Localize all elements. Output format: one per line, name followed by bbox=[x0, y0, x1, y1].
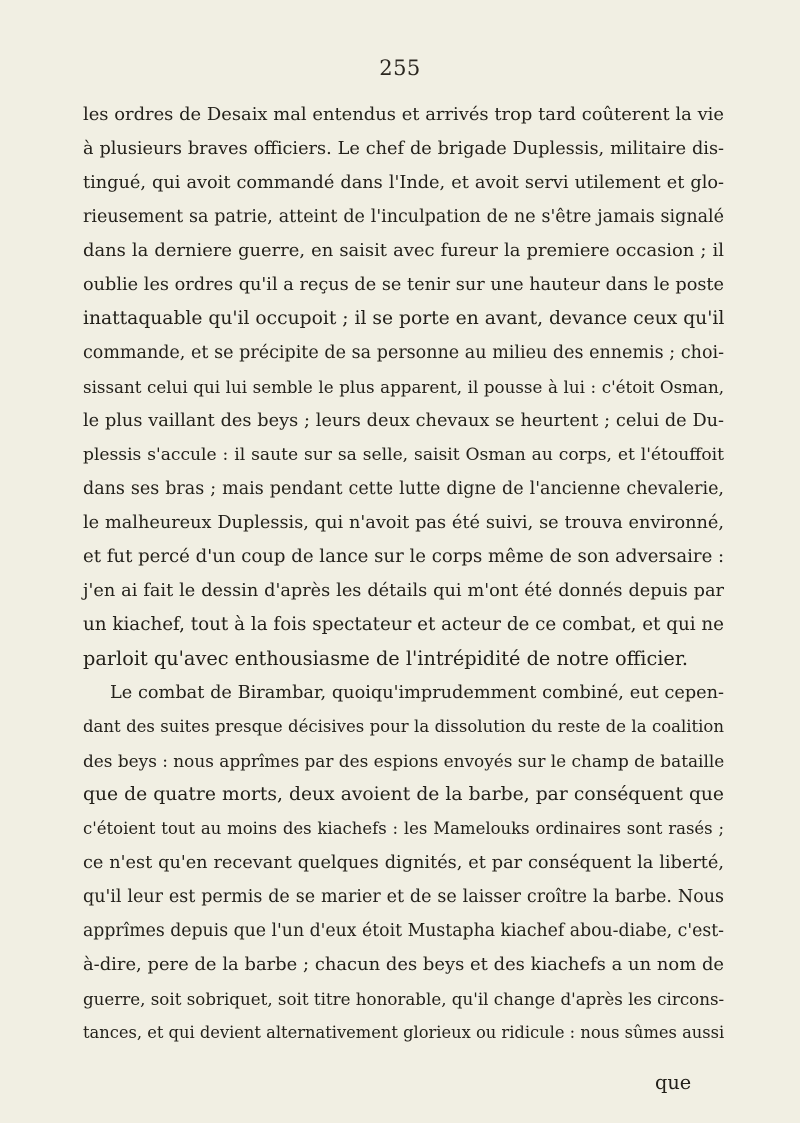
text-line: à plusieurs braves officiers. Le chef de brigade Duplessis, militaire dis- bbox=[83, 139, 724, 159]
text-line: tances, et qui devient alternativement glorieux ou ridicule : nous sûmes aussi bbox=[83, 1023, 725, 1042]
text-line: des beys : nous apprîmes par des espions envoyés sur le champ de bataille bbox=[83, 751, 725, 771]
text-line: dans la derniere guerre, en saisit avec fureur la premiere occasion ; il bbox=[83, 240, 724, 261]
text-line: plessis s'accule : il saute sur sa selle, saisit Osman au corps, et l'étouffoit bbox=[83, 445, 724, 465]
text-line: parloit qu'avec enthousiasme de l'intrépidité de notre officier. bbox=[83, 647, 689, 670]
text-line: guerre, soit sobriquet, soit titre honorable, qu'il change d'après les circons- bbox=[83, 989, 725, 1009]
text-line: ce n'est qu'en recevant quelques dignités, et par conséquent la liberté, bbox=[83, 853, 724, 873]
page-number: 255 bbox=[379, 56, 421, 80]
text-line: oublie les ordres qu'il a reçus de se tenir sur une hauteur dans le poste bbox=[83, 275, 724, 295]
text-line: inattaquable qu'il occupoit ; il se porte en avant, devance ceux qu'il bbox=[83, 308, 725, 329]
catchword: que bbox=[655, 1071, 692, 1094]
text-line: dans ses bras ; mais pendant cette lutte digne de l'ancienne chevalerie, bbox=[83, 479, 724, 499]
text-line: que de quatre morts, deux avoient de la barbe, par conséquent que bbox=[83, 784, 724, 805]
text-line: le malheureux Duplessis, qui n'avoit pas été suivi, se trouva environné, bbox=[83, 513, 724, 533]
text-line: tingué, qui avoit commandé dans l'Inde, et avoit servi utilement et glo- bbox=[83, 173, 724, 193]
text-line: rieusement sa patrie, atteint de l'inculpation de ne s'être jamais signalé bbox=[83, 207, 724, 227]
text-line: dant des suites presque décisives pour la dissolution du reste de la coalition bbox=[83, 717, 724, 736]
text-line: le plus vaillant des beys ; leurs deux chevaux se heurtent ; celui de Du- bbox=[83, 411, 724, 431]
text-line: et fut percé d'un coup de lance sur le corps même de son adversaire : bbox=[83, 546, 725, 567]
text-line: qu'il leur est permis de se marier et de se laisser croître la barbe. Nous bbox=[83, 887, 724, 907]
text-line: j'en ai fait le dessin d'après les détails qui m'ont été donnés depuis par bbox=[83, 581, 724, 601]
text-line: sissant celui qui lui semble le plus apparent, il pousse à lui : c'étoit Osman, bbox=[83, 377, 724, 397]
text-line: un kiachef, tout à la fois spectateur et acteur de ce combat, et qui ne bbox=[83, 614, 724, 635]
text-line: commande, et se précipite de sa personne au milieu des ennemis ; choi- bbox=[83, 343, 724, 363]
text-line: à-dire, pere de la barbe ; chacun des beys et des kiachefs a un nom de bbox=[83, 954, 724, 975]
text-line: Le combat de Birambar, quoiqu'imprudemment combiné, eut cepen- bbox=[110, 683, 724, 703]
text-line: apprîmes depuis que l'un d'eux étoit Mustapha kiachef abou-diabe, c'est- bbox=[83, 921, 724, 941]
text-line: les ordres de Desaix mal entendus et arrivés trop tard coûterent la vie bbox=[83, 104, 724, 125]
text-line: c'étoient tout au moins des kiachefs : les Mamelouks ordinaires sont rasés ; bbox=[83, 819, 724, 838]
